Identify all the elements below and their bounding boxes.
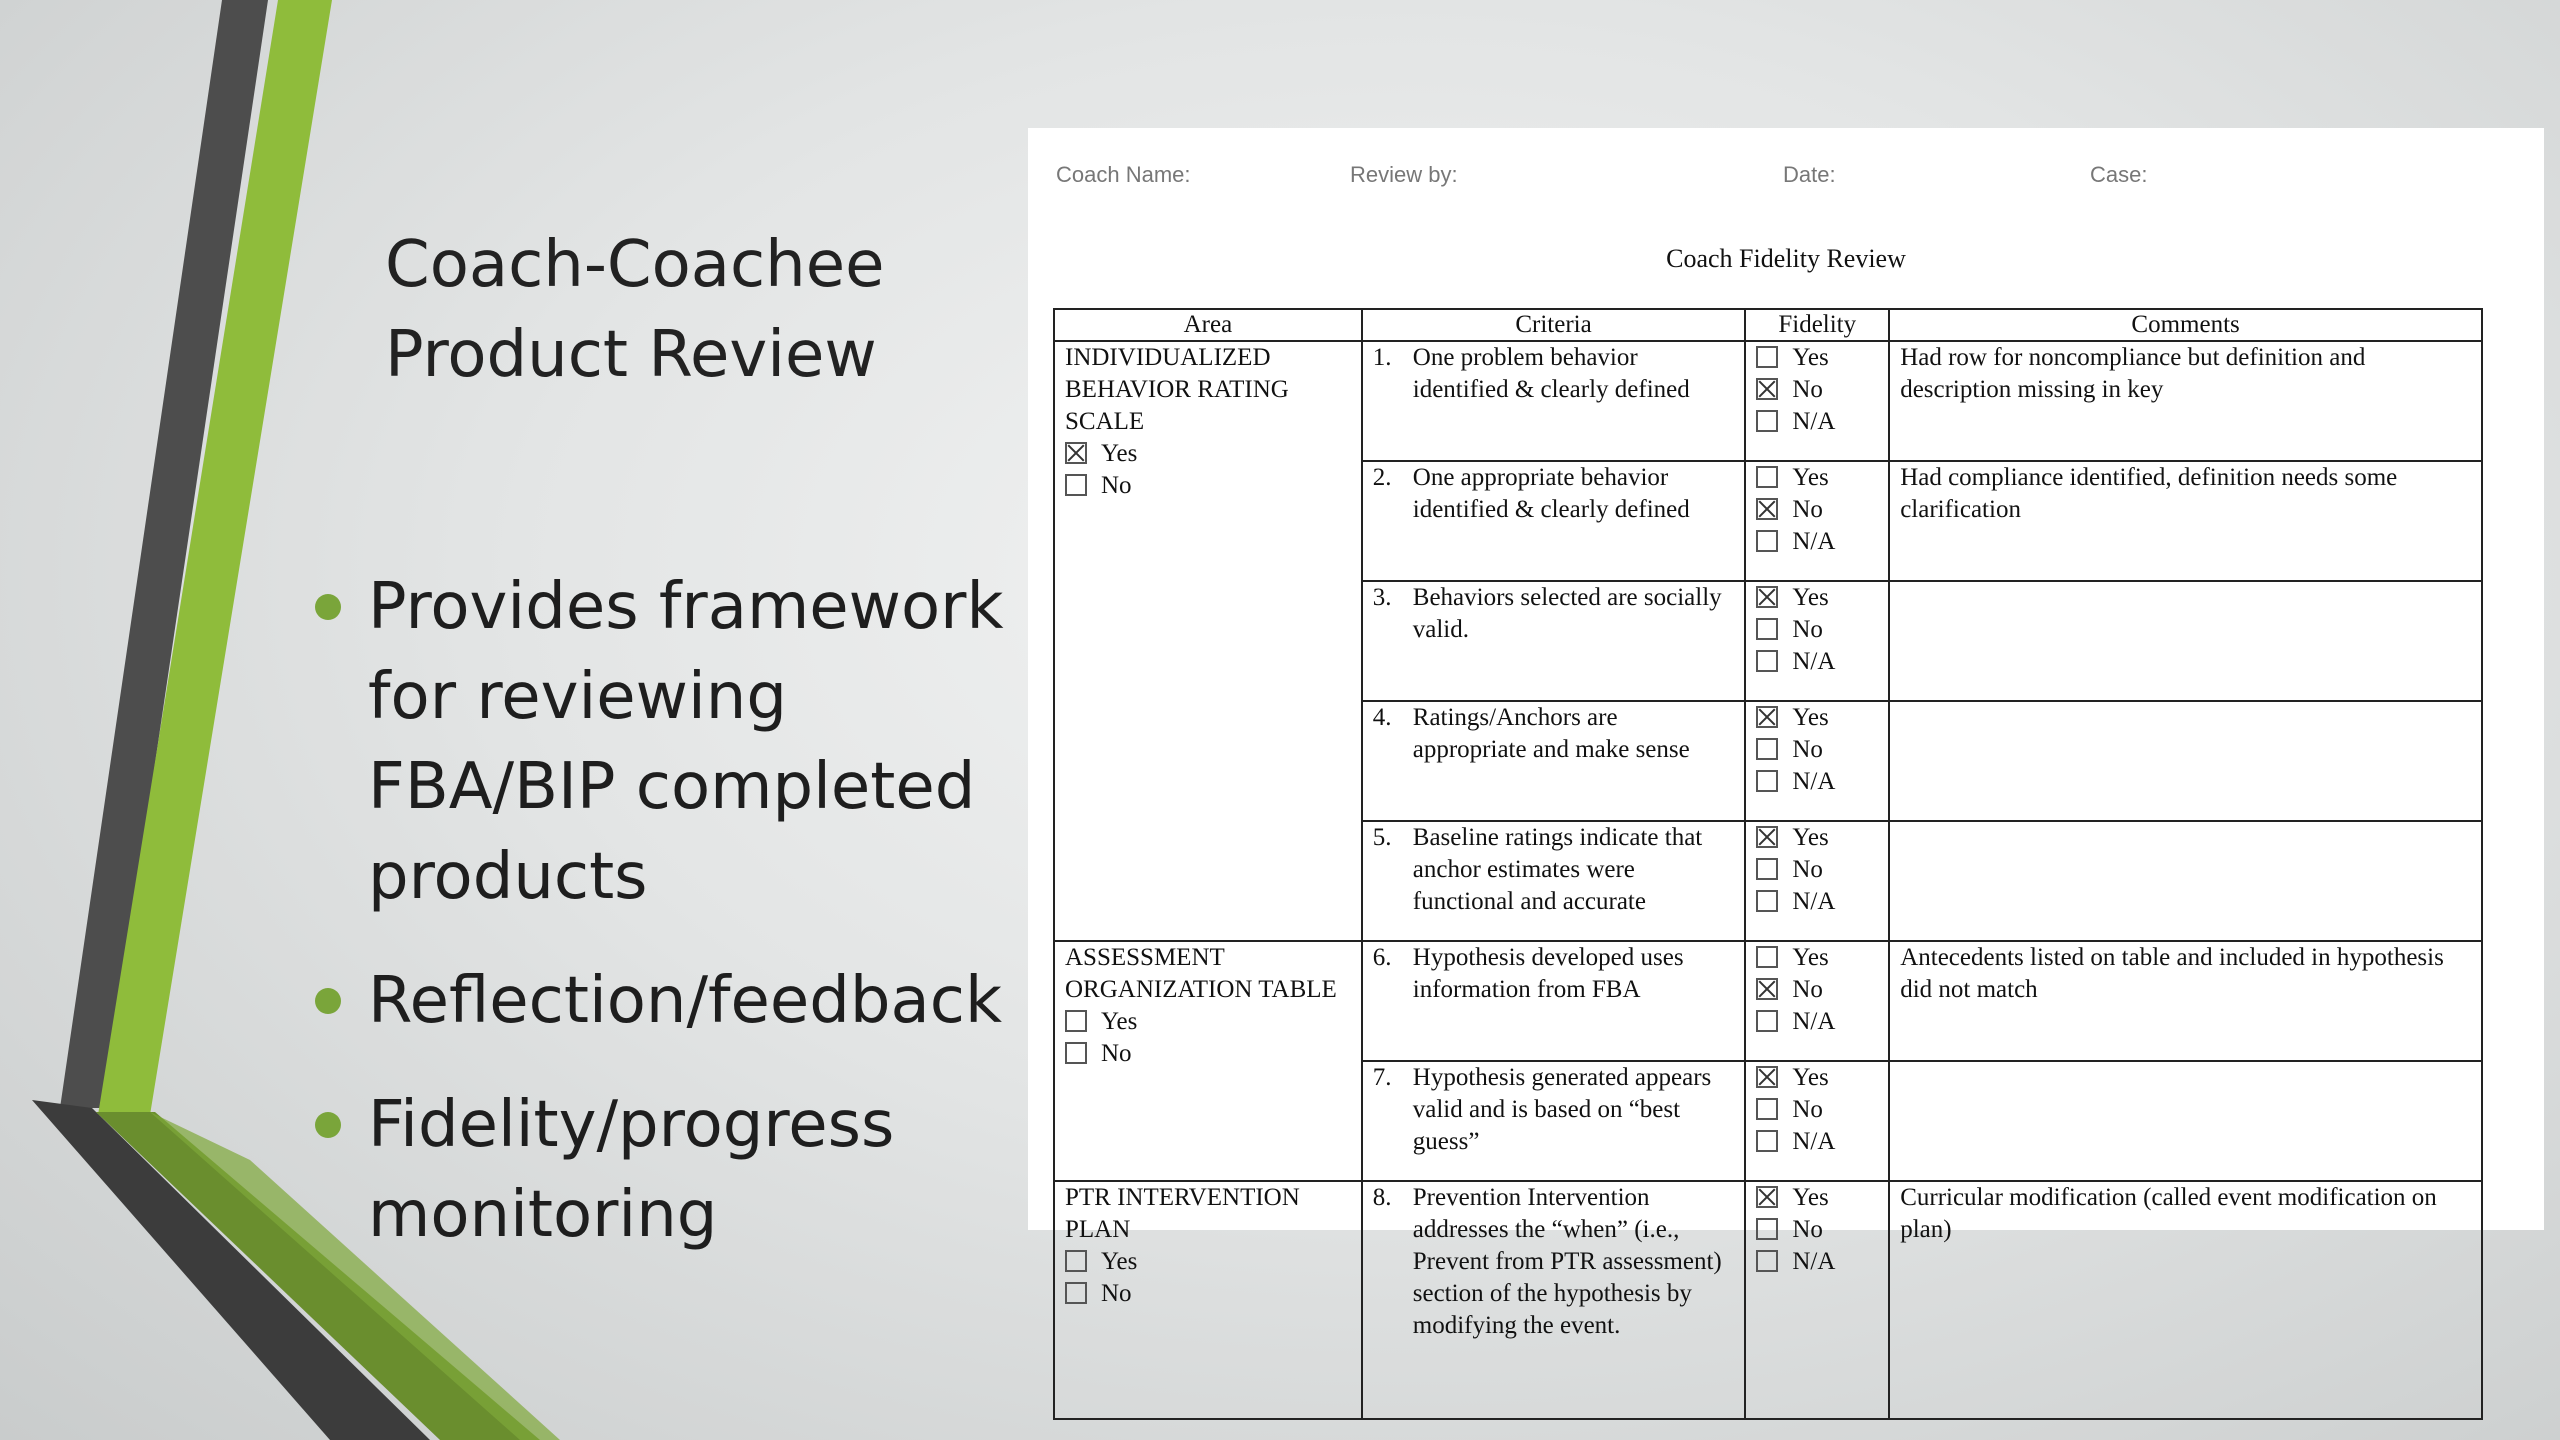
fidelity-option-yes: Yes [1756, 942, 1878, 974]
comment-cell [1889, 701, 2482, 821]
criteria-cell [1362, 941, 1746, 1061]
fidelity-checkbox[interactable] [1756, 650, 1778, 672]
fidelity-review-document [1028, 128, 2544, 1339]
fidelity-cell [1745, 1061, 1889, 1181]
area-yes-option: Yes [1065, 1246, 1351, 1278]
criteria-cell [1362, 701, 1746, 821]
fidelity-option-no: No [1756, 1094, 1878, 1126]
fidelity-checkbox[interactable] [1756, 586, 1778, 608]
area-yes-option: Yes [1065, 1006, 1351, 1038]
column-header: Comments [1889, 309, 2482, 341]
fidelity-option-yes: Yes [1756, 582, 1878, 614]
fidelity-option-na: N/A [1756, 1006, 1878, 1038]
fidelity-option-na: N/A [1756, 886, 1878, 918]
fidelity-option-na: N/A [1756, 766, 1878, 798]
area-no-option: No [1065, 1278, 1351, 1310]
fidelity-checkbox[interactable] [1756, 466, 1778, 488]
fidelity-checkbox[interactable] [1756, 1186, 1778, 1208]
bullet-item: Reflection/feedback [300, 956, 1020, 1046]
fidelity-checkbox[interactable] [1756, 1130, 1778, 1152]
bullet-item: Provides framework for reviewing FBA/BIP completed products [300, 562, 1020, 922]
case-label: Case: [2090, 162, 2148, 187]
fidelity-cell [1745, 341, 1889, 461]
fidelity-cell [1745, 461, 1889, 581]
fidelity-option-no: No [1756, 614, 1878, 646]
slide-title: Coach-Coachee Product Review [385, 228, 885, 392]
column-header: Criteria [1362, 309, 1746, 341]
fidelity-option-no: No [1756, 854, 1878, 886]
fidelity-checkbox[interactable] [1756, 530, 1778, 552]
fidelity-option-no: No [1756, 374, 1878, 406]
area-no-checkbox[interactable] [1065, 1042, 1087, 1064]
criteria-cell [1362, 1061, 1746, 1181]
fidelity-option-na: N/A [1756, 1246, 1878, 1278]
fidelity-option-yes: Yes [1756, 1062, 1878, 1094]
fidelity-checkbox[interactable] [1756, 706, 1778, 728]
criterion: 4. Ratings/Anchors are appropriate and make sense [1372, 704, 1690, 763]
fidelity-checkbox[interactable] [1756, 770, 1778, 792]
fidelity-checkbox[interactable] [1756, 826, 1778, 848]
fidelity-option-na: N/A [1756, 1126, 1878, 1158]
area-name: ASSESSMENT ORGANIZATION TABLE [1065, 944, 1337, 1003]
fidelity-cell [1745, 941, 1889, 1061]
fidelity-checkbox[interactable] [1756, 1098, 1778, 1120]
comment-cell [1889, 821, 2482, 941]
area-yes-checkbox[interactable] [1065, 442, 1087, 464]
criteria-cell [1362, 341, 1746, 461]
area-yes-option: Yes [1065, 438, 1351, 470]
fidelity-option-yes: Yes [1756, 702, 1878, 734]
document-header [1028, 162, 2544, 192]
bullet-dot-icon [315, 594, 341, 620]
fidelity-option-yes: Yes [1756, 1182, 1878, 1214]
fidelity-cell [1745, 701, 1889, 821]
fidelity-option-no: No [1756, 494, 1878, 526]
fidelity-option-no: No [1756, 734, 1878, 766]
comment-cell [1889, 581, 2482, 701]
bullet-dot-icon [315, 988, 341, 1014]
comment-cell: Had row for noncompliance but definition and description missing in key [1889, 341, 2482, 461]
area-cell [1054, 341, 1362, 941]
criterion: 7. Hypothesis generated appears valid and is based on “best guess” [1372, 1064, 1712, 1155]
review-by-label: Review by: [1350, 162, 1458, 187]
comment-cell: Antecedents listed on table and included in hypothesis did not match [1889, 941, 2482, 1061]
fidelity-checkbox[interactable] [1756, 346, 1778, 368]
fidelity-checkbox[interactable] [1756, 498, 1778, 520]
area-no-option: No [1065, 1038, 1351, 1070]
fidelity-checkbox[interactable] [1756, 1218, 1778, 1240]
fidelity-checkbox[interactable] [1756, 618, 1778, 640]
comment-cell [1889, 1061, 2482, 1181]
fidelity-checkbox[interactable] [1756, 378, 1778, 400]
fidelity-option-na: N/A [1756, 526, 1878, 558]
fidelity-cell [1745, 581, 1889, 701]
column-header: Area [1054, 309, 1362, 341]
area-name: INDIVIDUALIZED BEHAVIOR RATING SCALE [1065, 344, 1289, 435]
table-row [1054, 941, 2482, 1061]
fidelity-option-na: N/A [1756, 646, 1878, 678]
fidelity-option-yes: Yes [1756, 822, 1878, 854]
fidelity-table [1053, 308, 2483, 1420]
criteria-cell [1362, 461, 1746, 581]
coach-name-label: Coach Name: [1056, 162, 1191, 187]
area-no-checkbox[interactable] [1065, 1282, 1087, 1304]
area-cell [1054, 1181, 1362, 1419]
criterion: 5. Baseline ratings indicate that anchor estimates were functional and accurate [1372, 824, 1703, 915]
area-no-checkbox[interactable] [1065, 474, 1087, 496]
criterion: 6. Hypothesis developed uses information from FBA [1372, 944, 1684, 1003]
fidelity-checkbox[interactable] [1756, 1010, 1778, 1032]
fidelity-option-na: N/A [1756, 406, 1878, 438]
comment-cell: Had compliance identified, definition needs some clarification [1889, 461, 2482, 581]
fidelity-option-yes: Yes [1756, 462, 1878, 494]
comment-cell: Curricular modification (called event modification on plan) [1889, 1181, 2482, 1419]
fidelity-cell [1745, 1181, 1889, 1419]
criterion: 8. Prevention Intervention addresses the “when” (i.e., Prevent from PTR assessment) section of the hypothesis by modifying the event. [1372, 1184, 1722, 1339]
fidelity-option-yes: Yes [1756, 342, 1878, 374]
fidelity-checkbox[interactable] [1756, 1250, 1778, 1272]
fidelity-checkbox[interactable] [1756, 978, 1778, 1000]
fidelity-checkbox[interactable] [1756, 410, 1778, 432]
fidelity-checkbox[interactable] [1756, 738, 1778, 760]
fidelity-option-no: No [1756, 1214, 1878, 1246]
area-cell [1054, 941, 1362, 1181]
bullet-dot-icon [315, 1112, 341, 1138]
fidelity-option-no: No [1756, 974, 1878, 1006]
date-label: Date: [1783, 162, 1836, 187]
criteria-cell [1362, 821, 1746, 941]
column-header: Fidelity [1745, 309, 1889, 341]
criteria-cell [1362, 1181, 1746, 1419]
area-yes-checkbox[interactable] [1065, 1250, 1087, 1272]
area-no-option: No [1065, 470, 1351, 502]
fidelity-cell [1745, 821, 1889, 941]
criteria-cell [1362, 581, 1746, 701]
area-name: PTR INTERVENTION PLAN [1065, 1184, 1300, 1243]
fidelity-checkbox[interactable] [1756, 1066, 1778, 1088]
document-title: Coach Fidelity Review [1666, 244, 1906, 273]
criterion: 1. One problem behavior identified & clearly defined [1372, 344, 1690, 403]
bullet-item: Fidelity/progress monitoring [300, 1080, 1020, 1260]
bullet-list [300, 562, 1020, 1294]
criterion: 3. Behaviors selected are socially valid. [1372, 584, 1722, 643]
fidelity-checkbox[interactable] [1756, 946, 1778, 968]
area-yes-checkbox[interactable] [1065, 1010, 1087, 1032]
criterion: 2. One appropriate behavior identified & clearly defined [1372, 464, 1690, 523]
table-header-row [1054, 309, 2482, 341]
fidelity-checkbox[interactable] [1756, 890, 1778, 912]
fidelity-checkbox[interactable] [1756, 858, 1778, 880]
table-row [1054, 1181, 2482, 1419]
table-row [1054, 341, 2482, 461]
